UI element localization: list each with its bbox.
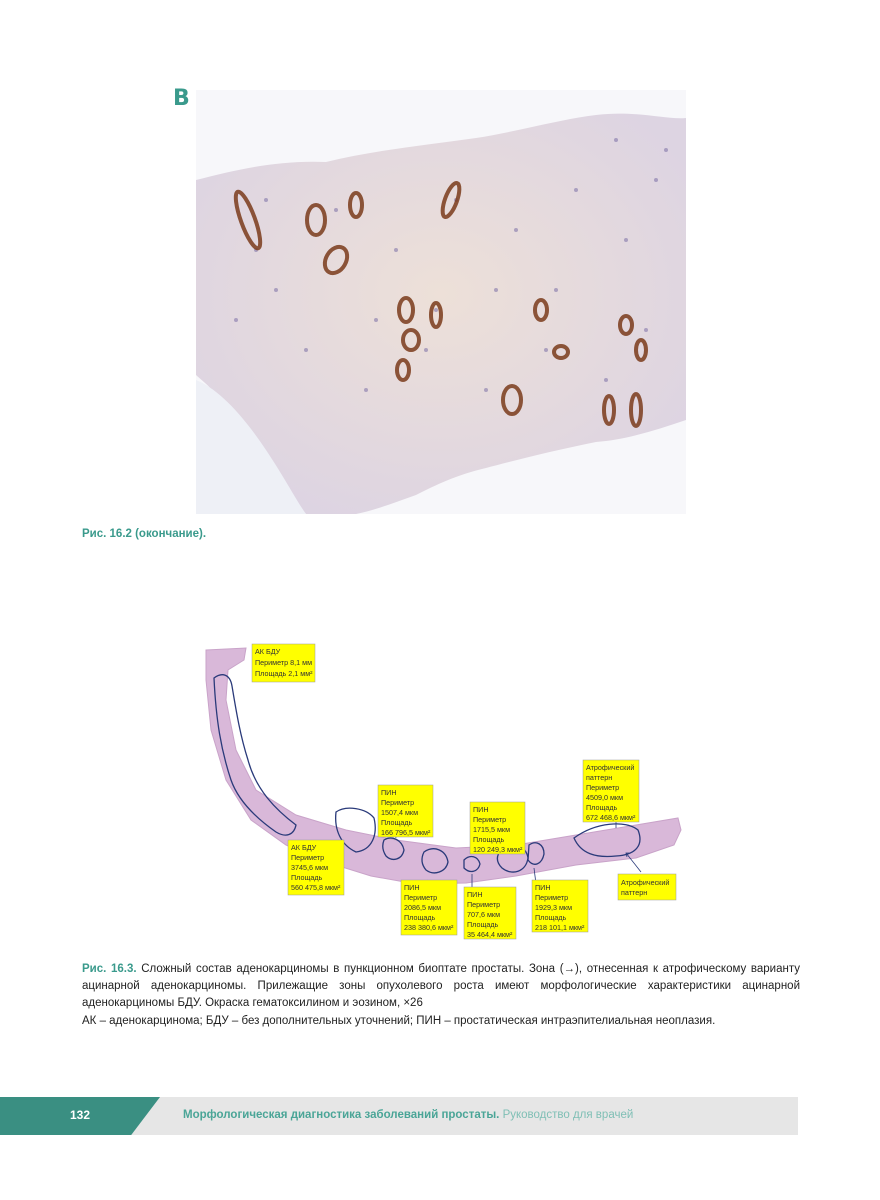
annotation-line: 120 249,3 мкм²: [473, 845, 523, 854]
annotation-line: 707,6 мкм: [467, 910, 501, 919]
annotation-line: 35 464,4 мкм²: [467, 930, 513, 939]
annotation-line: 560 475,8 мкм²: [291, 883, 341, 892]
abbreviations: АК – аденокарцинома; БДУ – без дополнительных уточнений; ПИН – простатическая интраэпителиальная неоплазия.: [82, 1015, 716, 1027]
annotation-box-4: [288, 840, 344, 895]
biopsy-svg: [196, 640, 696, 940]
annotation-box-1: [378, 785, 433, 837]
annotation-line: 1929,3 мкм: [535, 903, 573, 912]
annotation-line: Площадь: [404, 913, 436, 922]
annotation-line: Площадь 2,1 мм²: [255, 669, 313, 678]
annotation-box-0: [252, 644, 315, 682]
annotation-line: АК БДУ: [291, 843, 317, 852]
annotation-line: 672 468,6 мкм²: [586, 813, 636, 822]
annotation-line: Периметр: [381, 798, 415, 807]
annotation-box-6: [464, 887, 516, 939]
annotation-line: 2086,5 мкм: [404, 903, 442, 912]
annotation-line: Периметр 8,1 мм: [255, 658, 313, 667]
figure-caption-16-3: [82, 961, 800, 1012]
annotation-line: ПИН: [473, 805, 489, 814]
figure-caption-text: Сложный состав аденокарциномы в пункционном биоптате простаты. Зона (→), отнесенная к атрофическому варианту ацинарной аденокарциномы. Прилежащие зоны опухолевого роста имеют морфологические характеристики ацинарной аденокарциномы БДУ. Окраска гематоксилином и эозином, ×26: [82, 963, 800, 1009]
annotation-line: Периметр: [473, 815, 507, 824]
annotation-line: Площадь: [586, 803, 618, 812]
annotation-line: Периметр: [291, 853, 325, 862]
biopsy-annotated-figure: [196, 640, 696, 940]
annotation-line: Атрофический: [586, 763, 635, 772]
annotation-line: 1507,4 мкм: [381, 808, 419, 817]
annotation-line: Периметр: [467, 900, 501, 909]
running-title-rest: Руководство для врачей: [499, 1109, 634, 1121]
annotation-box-2: [470, 802, 525, 854]
annotation-box-8: [618, 874, 676, 900]
annotation-line: 166 796,5 мкм²: [381, 828, 431, 837]
annotation-line: Периметр: [535, 893, 569, 902]
annotation-line: ПИН: [535, 883, 551, 892]
annotation-box-5: [401, 880, 457, 935]
annotation-line: 4509,0 мкм: [586, 793, 624, 802]
annotation-box-3: [583, 760, 639, 822]
running-title-bold: Морфологическая диагностика заболеваний простаты.: [183, 1109, 500, 1121]
annotation-line: Атрофический: [621, 878, 670, 887]
figure-caption-16-2: Рис. 16.2 (окончание).: [82, 528, 207, 540]
annotation-line: Площадь: [535, 913, 567, 922]
annotation-line: АК БДУ: [255, 647, 281, 656]
annotation-line: паттерн: [621, 888, 648, 897]
panel-letter: В: [173, 86, 190, 111]
annotation-line: 218 101,1 мкм²: [535, 923, 585, 932]
micrograph-image: [196, 90, 686, 514]
figure-label: Рис. 16.3.: [82, 963, 137, 975]
micrograph-ihc: [196, 90, 686, 514]
page-number: 132: [70, 1108, 91, 1122]
annotation-line: 238 380,6 мкм²: [404, 923, 454, 932]
annotation-line: Периметр: [586, 783, 620, 792]
annotation-line: Площадь: [381, 818, 413, 827]
running-title: [183, 1109, 633, 1121]
annotation-line: 3745,6 мкм: [291, 863, 329, 872]
annotation-line: ПИН: [467, 890, 483, 899]
annotation-line: Периметр: [404, 893, 438, 902]
annotation-box-7: [532, 880, 588, 932]
annotation-line: 1715,5 мкм: [473, 825, 511, 834]
annotation-line: паттерн: [586, 773, 613, 782]
annotation-line: Площадь: [473, 835, 505, 844]
annotation-line: ПИН: [404, 883, 420, 892]
annotation-line: ПИН: [381, 788, 397, 797]
annotation-line: Площадь: [467, 920, 499, 929]
annotation-line: Площадь: [291, 873, 323, 882]
